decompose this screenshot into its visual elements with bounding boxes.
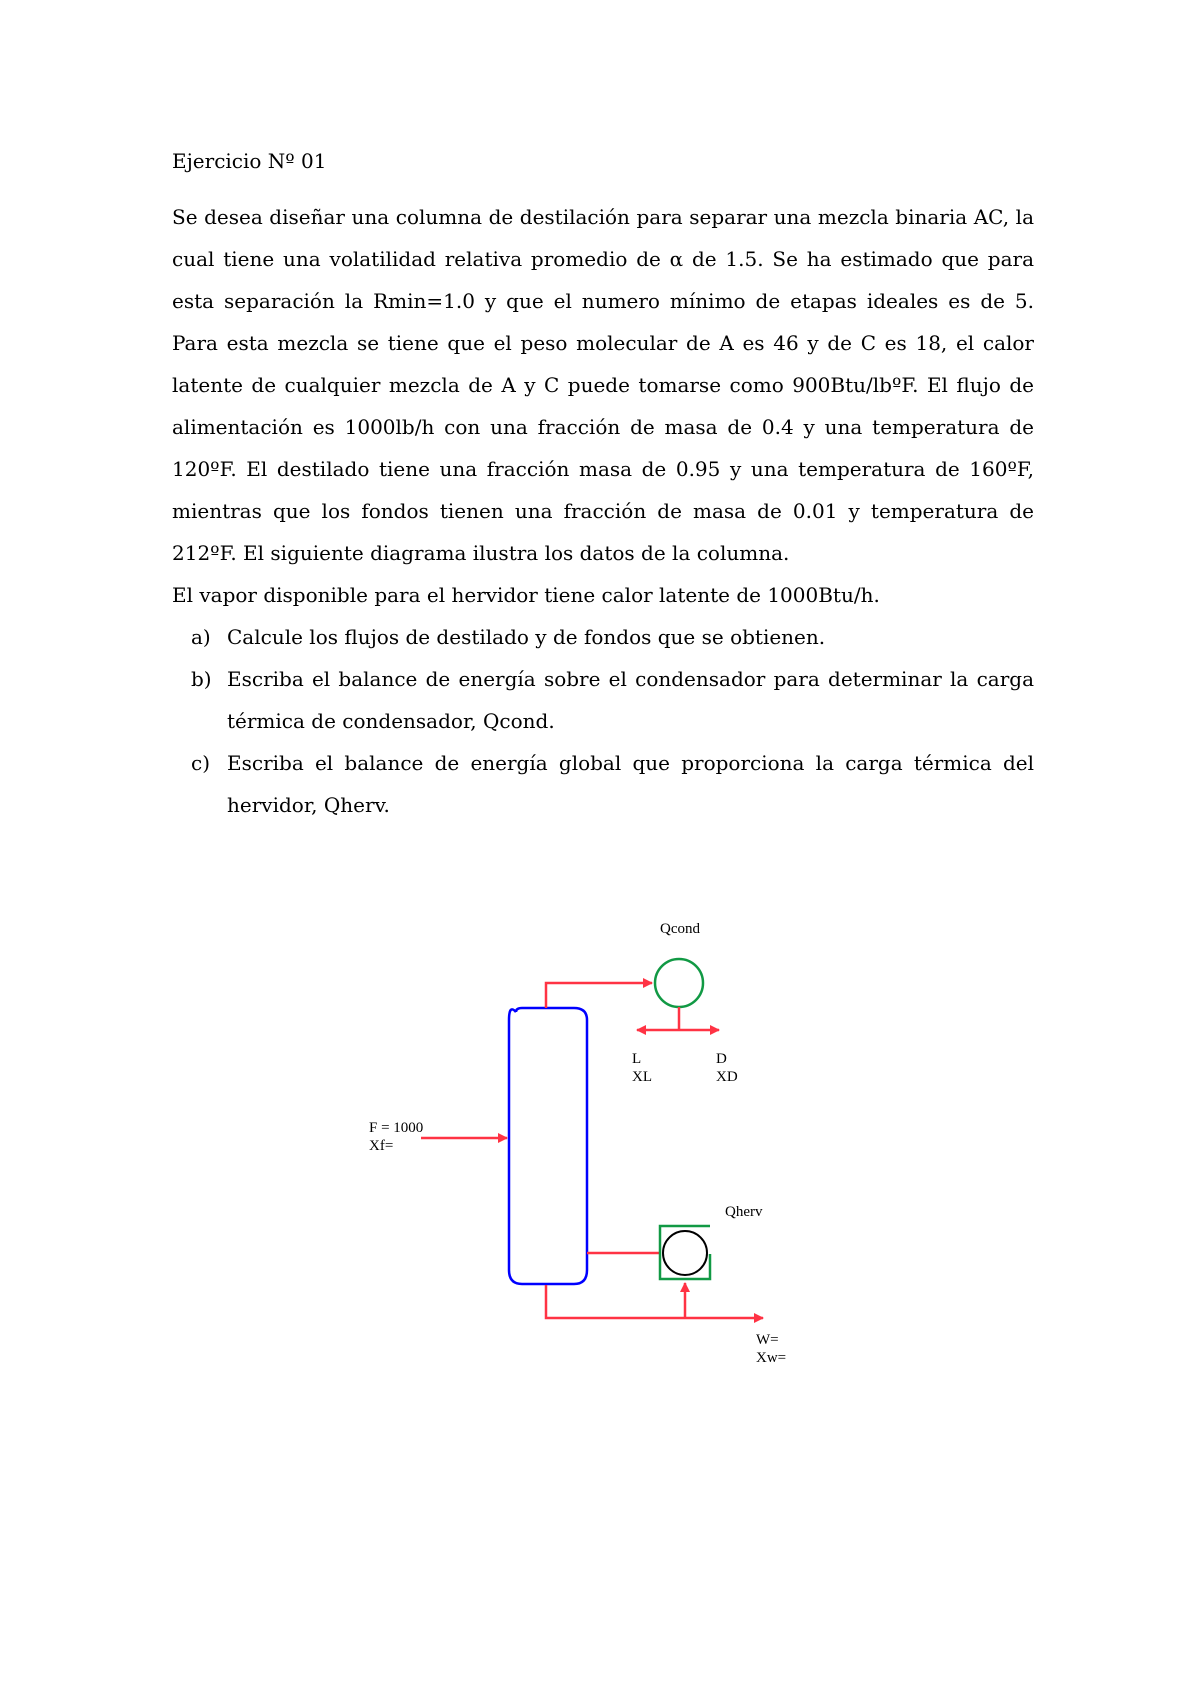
question-b-text: Escriba el balance de energía sobre el condensador para determinar la carga térmica de condensador, Qcond.: [227, 667, 1034, 733]
question-b-marker: b): [191, 667, 212, 691]
distillate-fraction-label: XD: [716, 1069, 738, 1085]
distillation-column: [509, 1008, 587, 1284]
reflux-fraction-label: XL: [632, 1069, 652, 1085]
question-b: [172, 658, 1034, 742]
problem-statement: Se desea diseñar una columna de destilación para separar una mezcla binaria AC, la cual tiene una volatilidad relativa promedio de α de 1.5. Se ha estimado que para esta separación la Rmin=1.0 y que el numero mínimo de etapas ideales es de 5. Para esta mezcla se tiene que el peso molecular de A es 46 y de C es 18, el calor latente de cualquier mezcla de A y C puede tomarse como 900Btu/lbºF. El flujo de alimentación es 1000lb/h con una fracción de masa de 0.4 y una temperatura de 120ºF. El destilado tiene una fracción masa de 0.95 y una temperatura de 160ºF, mientras que los fondos tienen una fracción de masa de 0.01 y temperatura de 212ºF. El siguiente diagrama ilustra los datos de la columna.: [172, 205, 1034, 565]
question-a-text: Calcule los flujos de destilado y de fondos que se obtienen.: [227, 625, 826, 649]
question-c-marker: c): [191, 751, 211, 775]
text-block: [172, 140, 1034, 826]
bottoms-fraction-label: Xw=: [756, 1350, 787, 1366]
bottoms-stream: [546, 1285, 763, 1318]
question-a: [172, 616, 1034, 658]
reflux-label: L: [632, 1051, 642, 1067]
reboiler: [663, 1231, 707, 1275]
condenser-label: Qcond: [660, 921, 700, 937]
questions-list: [172, 616, 1034, 826]
bottoms-label: W=: [756, 1332, 779, 1348]
feed-label: F = 1000: [369, 1120, 424, 1136]
question-a-marker: a): [191, 625, 211, 649]
reboiler-label: Qherv: [725, 1204, 763, 1220]
question-c: [172, 742, 1034, 826]
feed-fraction-label: Xf=: [369, 1138, 394, 1154]
overhead-vapor-stream: [546, 983, 652, 1008]
distillate-label: D: [716, 1051, 727, 1067]
vapor-statement: El vapor disponible para el hervidor tiene calor latente de 1000Btu/h.: [172, 583, 880, 607]
exercise-title: Ejercicio Nº 01: [172, 149, 327, 173]
question-c-text: Escriba el balance de energía global que proporciona la carga térmica del hervidor, Qherv.: [227, 751, 1034, 817]
distillation-column-diagram: [360, 900, 820, 1380]
condenser: [655, 959, 703, 1007]
